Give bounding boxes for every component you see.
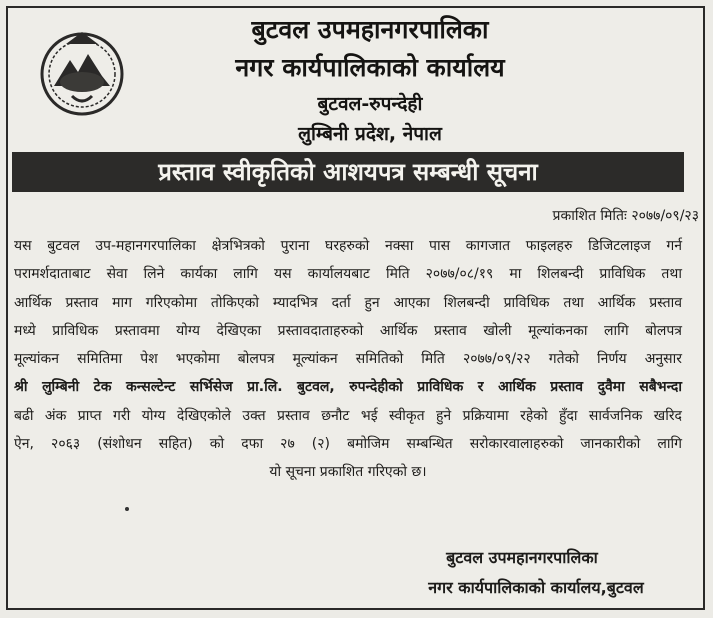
office-province: लुम्बिनी प्रदेश, नेपाल <box>298 123 442 145</box>
body-line: मूल्यांकन समितिमा पेश भएकोमा बोलपत्र मूल्यांकन समितिको मिति २०७७/०९/२२ गतेको निर्णय अनुसार <box>14 351 682 368</box>
notice-body <box>14 232 682 487</box>
body-line: आर्थिक प्रस्ताव माग गरिएकोमा तोकिएको म्यादभित्र दर्ता हुन आएका शिलबन्दी प्राविधिक तथा आर्थिक प्रस्ताव <box>14 294 682 311</box>
body-line: परामर्शदाताबाट सेवा लिने कार्यका लागि यस कार्यालयबाट मिति २०७७/०८/१९ मा शिलबन्दी प्राविधिक तथा <box>14 266 682 283</box>
body-line: ऐन, २०६३ (संशोधन सहित) को दफा २७ (२) बमोजिम सम्बन्धित सरोकारवालाहरुको जानकारीको लागि <box>14 436 682 453</box>
published-date: प्रकाशित मितिः २०७७/०९/२३ <box>552 208 699 224</box>
office-name: बुटवल उपमहानगरपालिका <box>251 15 489 44</box>
body-line: यस बुटवल उप-महानगरपालिका क्षेत्रभित्रको पुराना घरहरुको नक्सा पास कागजात फाइलहरु डिजिटलाइज गर्न <box>14 238 682 254</box>
body-line: बढी अंक प्राप्त गरी योग्य देखिएकोले उक्त प्रस्ताव छनौट भई स्वीकृत हुने प्रक्रियामा रहेको हुँदा सार्वजनिक खरिद <box>14 407 682 424</box>
signature-office: बुटवल उपमहानगरपालिका <box>446 548 598 567</box>
nepal-government-emblem-icon <box>36 26 128 118</box>
body-line-company: श्री लुम्बिनी टेक कन्सल्टेन्ट सर्भिसेज प्रा.लि. बुटवल, रुपन्देहीको प्राविधिक र आर्थिक प्रस्ताव दुवैमा सबैभन्दा <box>14 379 682 396</box>
print-speck <box>125 507 129 511</box>
body-line: मध्ये प्राविधिक प्रस्तावमा योग्य देखिएका प्रस्तावदाताहरुको आर्थिक प्रस्ताव खोली मूल्यांकनका लागि बोलपत्र <box>14 322 682 339</box>
office-subtitle: नगर कार्यपालिकाको कार्यालय <box>235 53 505 82</box>
notice-title-banner: प्रस्ताव स्वीकृतिको आशयपत्र सम्बन्धी सूचना <box>12 152 684 192</box>
signature-office-full: नगर कार्यपालिकाको कार्यालय,बुटवल <box>428 578 644 597</box>
body-line-final: यो सूचना प्रकाशित गरिएको छ। <box>269 464 427 481</box>
office-location: बुटवल-रुपन्देही <box>317 93 423 115</box>
